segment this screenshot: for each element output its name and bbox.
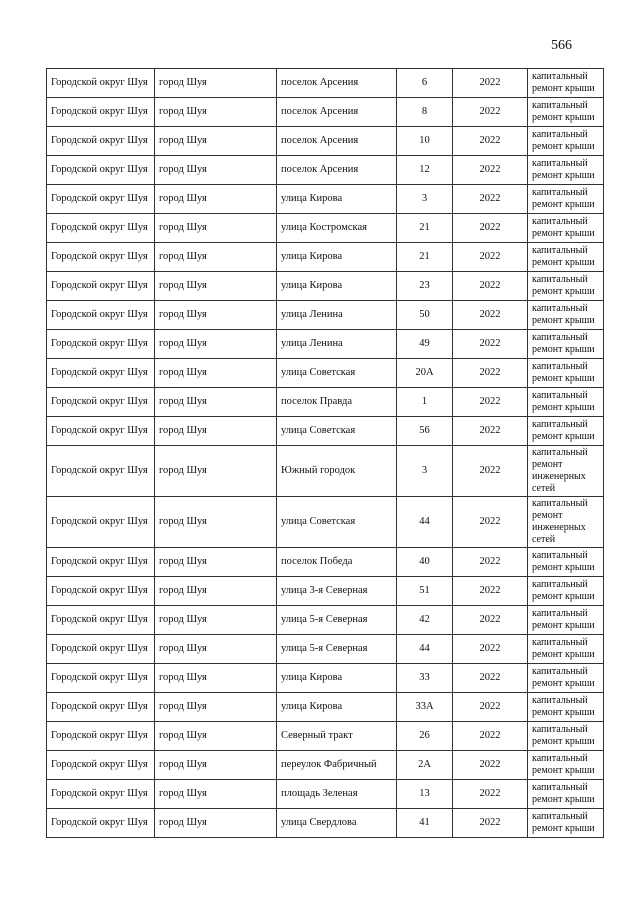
year-cell: 2022 xyxy=(453,301,528,330)
city-cell: город Шуя xyxy=(155,664,277,693)
district-cell: Городской округ Шуя xyxy=(47,156,155,185)
work-type-cell: капитальный ремонт крыши xyxy=(528,417,604,446)
table-row xyxy=(47,446,604,497)
year-cell: 2022 xyxy=(453,127,528,156)
house-number-cell: 1 xyxy=(397,388,453,417)
district-cell: Городской округ Шуя xyxy=(47,359,155,388)
table-row xyxy=(47,722,604,751)
year-cell: 2022 xyxy=(453,185,528,214)
city-cell: город Шуя xyxy=(155,98,277,127)
city-cell: город Шуя xyxy=(155,69,277,98)
district-cell: Городской округ Шуя xyxy=(47,780,155,809)
street-cell: улица Кирова xyxy=(277,693,397,722)
table-row xyxy=(47,751,604,780)
year-cell: 2022 xyxy=(453,243,528,272)
city-cell: город Шуя xyxy=(155,388,277,417)
house-number-cell: 12 xyxy=(397,156,453,185)
house-number-cell: 21 xyxy=(397,214,453,243)
house-number-cell: 41 xyxy=(397,809,453,838)
district-cell: Городской округ Шуя xyxy=(47,272,155,301)
street-cell: улица 5-я Северная xyxy=(277,606,397,635)
city-cell: город Шуя xyxy=(155,330,277,359)
street-cell: поселок Арсения xyxy=(277,156,397,185)
district-cell: Городской округ Шуя xyxy=(47,417,155,446)
house-number-cell: 20А xyxy=(397,359,453,388)
work-type-cell: капитальный ремонт крыши xyxy=(528,359,604,388)
work-type-cell: капитальный ремонт крыши xyxy=(528,69,604,98)
city-cell: город Шуя xyxy=(155,446,277,497)
table-row xyxy=(47,664,604,693)
year-cell: 2022 xyxy=(453,548,528,577)
district-cell: Городской округ Шуя xyxy=(47,577,155,606)
table-row xyxy=(47,69,604,98)
house-number-cell: 13 xyxy=(397,780,453,809)
table-row xyxy=(47,606,604,635)
year-cell: 2022 xyxy=(453,693,528,722)
year-cell: 2022 xyxy=(453,272,528,301)
city-cell: город Шуя xyxy=(155,751,277,780)
street-cell: улица 3-я Северная xyxy=(277,577,397,606)
street-cell: улица 5-я Северная xyxy=(277,635,397,664)
city-cell: город Шуя xyxy=(155,417,277,446)
year-cell: 2022 xyxy=(453,69,528,98)
table-row xyxy=(47,185,604,214)
house-number-cell: 2А xyxy=(397,751,453,780)
house-number-cell: 44 xyxy=(397,635,453,664)
city-cell: город Шуя xyxy=(155,780,277,809)
table-row xyxy=(47,388,604,417)
city-cell: город Шуя xyxy=(155,548,277,577)
street-cell: улица Кирова xyxy=(277,272,397,301)
city-cell: город Шуя xyxy=(155,693,277,722)
street-cell: улица Советская xyxy=(277,417,397,446)
district-cell: Городской округ Шуя xyxy=(47,446,155,497)
street-cell: улица Советская xyxy=(277,359,397,388)
year-cell: 2022 xyxy=(453,388,528,417)
work-type-cell: капитальный ремонт крыши xyxy=(528,635,604,664)
work-type-cell: капитальный ремонт крыши xyxy=(528,127,604,156)
work-type-cell: капитальный ремонт крыши xyxy=(528,214,604,243)
district-cell: Городской округ Шуя xyxy=(47,185,155,214)
house-number-cell: 10 xyxy=(397,127,453,156)
city-cell: город Шуя xyxy=(155,359,277,388)
work-type-cell: капитальный ремонт крыши xyxy=(528,388,604,417)
work-type-cell: капитальный ремонт крыши xyxy=(528,330,604,359)
district-cell: Городской округ Шуя xyxy=(47,388,155,417)
district-cell: Городской округ Шуя xyxy=(47,497,155,548)
table-row xyxy=(47,780,604,809)
city-cell: город Шуя xyxy=(155,301,277,330)
table-row xyxy=(47,417,604,446)
house-number-cell: 33А xyxy=(397,693,453,722)
house-number-cell: 50 xyxy=(397,301,453,330)
city-cell: город Шуя xyxy=(155,635,277,664)
table-row xyxy=(47,359,604,388)
work-type-cell: капитальный ремонт крыши xyxy=(528,548,604,577)
table-row xyxy=(47,301,604,330)
table-row xyxy=(47,127,604,156)
work-type-cell: капитальный ремонт крыши xyxy=(528,301,604,330)
year-cell: 2022 xyxy=(453,664,528,693)
street-cell: поселок Арсения xyxy=(277,69,397,98)
city-cell: город Шуя xyxy=(155,127,277,156)
street-cell: поселок Правда xyxy=(277,388,397,417)
work-type-cell: капитальный ремонт крыши xyxy=(528,243,604,272)
work-type-cell: капитальный ремонт крыши xyxy=(528,751,604,780)
street-cell: переулок Фабричный xyxy=(277,751,397,780)
table-row xyxy=(47,635,604,664)
year-cell: 2022 xyxy=(453,606,528,635)
district-cell: Городской округ Шуя xyxy=(47,693,155,722)
work-type-cell: капитальный ремонт инженерных сетей xyxy=(528,446,604,497)
house-number-cell: 44 xyxy=(397,497,453,548)
table-row xyxy=(47,156,604,185)
street-cell: поселок Арсения xyxy=(277,98,397,127)
street-cell: улица Кирова xyxy=(277,664,397,693)
city-cell: город Шуя xyxy=(155,185,277,214)
house-number-cell: 56 xyxy=(397,417,453,446)
table-row xyxy=(47,693,604,722)
work-type-cell: капитальный ремонт крыши xyxy=(528,664,604,693)
year-cell: 2022 xyxy=(453,359,528,388)
street-cell: улица Кирова xyxy=(277,243,397,272)
city-cell: город Шуя xyxy=(155,497,277,548)
district-cell: Городской округ Шуя xyxy=(47,548,155,577)
district-cell: Городской округ Шуя xyxy=(47,809,155,838)
district-cell: Городской округ Шуя xyxy=(47,751,155,780)
table-row xyxy=(47,272,604,301)
house-number-cell: 42 xyxy=(397,606,453,635)
table-row xyxy=(47,214,604,243)
year-cell: 2022 xyxy=(453,446,528,497)
house-number-cell: 49 xyxy=(397,330,453,359)
city-cell: город Шуя xyxy=(155,272,277,301)
house-number-cell: 23 xyxy=(397,272,453,301)
house-number-cell: 51 xyxy=(397,577,453,606)
registry-body xyxy=(47,69,604,838)
year-cell: 2022 xyxy=(453,635,528,664)
district-cell: Городской округ Шуя xyxy=(47,635,155,664)
year-cell: 2022 xyxy=(453,98,528,127)
district-cell: Городской округ Шуя xyxy=(47,301,155,330)
work-type-cell: капитальный ремонт крыши xyxy=(528,98,604,127)
district-cell: Городской округ Шуя xyxy=(47,214,155,243)
city-cell: город Шуя xyxy=(155,809,277,838)
street-cell: улица Кирова xyxy=(277,185,397,214)
house-number-cell: 8 xyxy=(397,98,453,127)
table-row xyxy=(47,577,604,606)
street-cell: улица Ленина xyxy=(277,301,397,330)
city-cell: город Шуя xyxy=(155,214,277,243)
table-row xyxy=(47,98,604,127)
city-cell: город Шуя xyxy=(155,606,277,635)
year-cell: 2022 xyxy=(453,577,528,606)
street-cell: площадь Зеленая xyxy=(277,780,397,809)
page-number: 566 xyxy=(551,38,572,53)
street-cell: улица Костромская xyxy=(277,214,397,243)
district-cell: Городской округ Шуя xyxy=(47,664,155,693)
table-row xyxy=(47,243,604,272)
registry-table xyxy=(46,68,604,838)
year-cell: 2022 xyxy=(453,330,528,359)
district-cell: Городской округ Шуя xyxy=(47,606,155,635)
city-cell: город Шуя xyxy=(155,577,277,606)
work-type-cell: капитальный ремонт крыши xyxy=(528,606,604,635)
table-row xyxy=(47,497,604,548)
street-cell: поселок Победа xyxy=(277,548,397,577)
year-cell: 2022 xyxy=(453,751,528,780)
house-number-cell: 26 xyxy=(397,722,453,751)
year-cell: 2022 xyxy=(453,417,528,446)
district-cell: Городской округ Шуя xyxy=(47,722,155,751)
street-cell: улица Советская xyxy=(277,497,397,548)
house-number-cell: 3 xyxy=(397,446,453,497)
table-row xyxy=(47,330,604,359)
house-number-cell: 40 xyxy=(397,548,453,577)
year-cell: 2022 xyxy=(453,809,528,838)
table-row xyxy=(47,548,604,577)
work-type-cell: капитальный ремонт крыши xyxy=(528,185,604,214)
district-cell: Городской округ Шуя xyxy=(47,69,155,98)
city-cell: город Шуя xyxy=(155,243,277,272)
year-cell: 2022 xyxy=(453,780,528,809)
work-type-cell: капитальный ремонт крыши xyxy=(528,693,604,722)
city-cell: город Шуя xyxy=(155,156,277,185)
work-type-cell: капитальный ремонт крыши xyxy=(528,577,604,606)
street-cell: Северный тракт xyxy=(277,722,397,751)
year-cell: 2022 xyxy=(453,497,528,548)
work-type-cell: капитальный ремонт крыши xyxy=(528,156,604,185)
year-cell: 2022 xyxy=(453,722,528,751)
house-number-cell: 3 xyxy=(397,185,453,214)
street-cell: улица Свердлова xyxy=(277,809,397,838)
work-type-cell: капитальный ремонт крыши xyxy=(528,809,604,838)
district-cell: Городской округ Шуя xyxy=(47,98,155,127)
district-cell: Городской округ Шуя xyxy=(47,127,155,156)
house-number-cell: 6 xyxy=(397,69,453,98)
district-cell: Городской округ Шуя xyxy=(47,330,155,359)
house-number-cell: 21 xyxy=(397,243,453,272)
table-row xyxy=(47,809,604,838)
street-cell: Южный городок xyxy=(277,446,397,497)
work-type-cell: капитальный ремонт крыши xyxy=(528,272,604,301)
year-cell: 2022 xyxy=(453,156,528,185)
street-cell: улица Ленина xyxy=(277,330,397,359)
work-type-cell: капитальный ремонт инженерных сетей xyxy=(528,497,604,548)
house-number-cell: 33 xyxy=(397,664,453,693)
work-type-cell: капитальный ремонт крыши xyxy=(528,722,604,751)
street-cell: поселок Арсения xyxy=(277,127,397,156)
city-cell: город Шуя xyxy=(155,722,277,751)
district-cell: Городской округ Шуя xyxy=(47,243,155,272)
year-cell: 2022 xyxy=(453,214,528,243)
work-type-cell: капитальный ремонт крыши xyxy=(528,780,604,809)
